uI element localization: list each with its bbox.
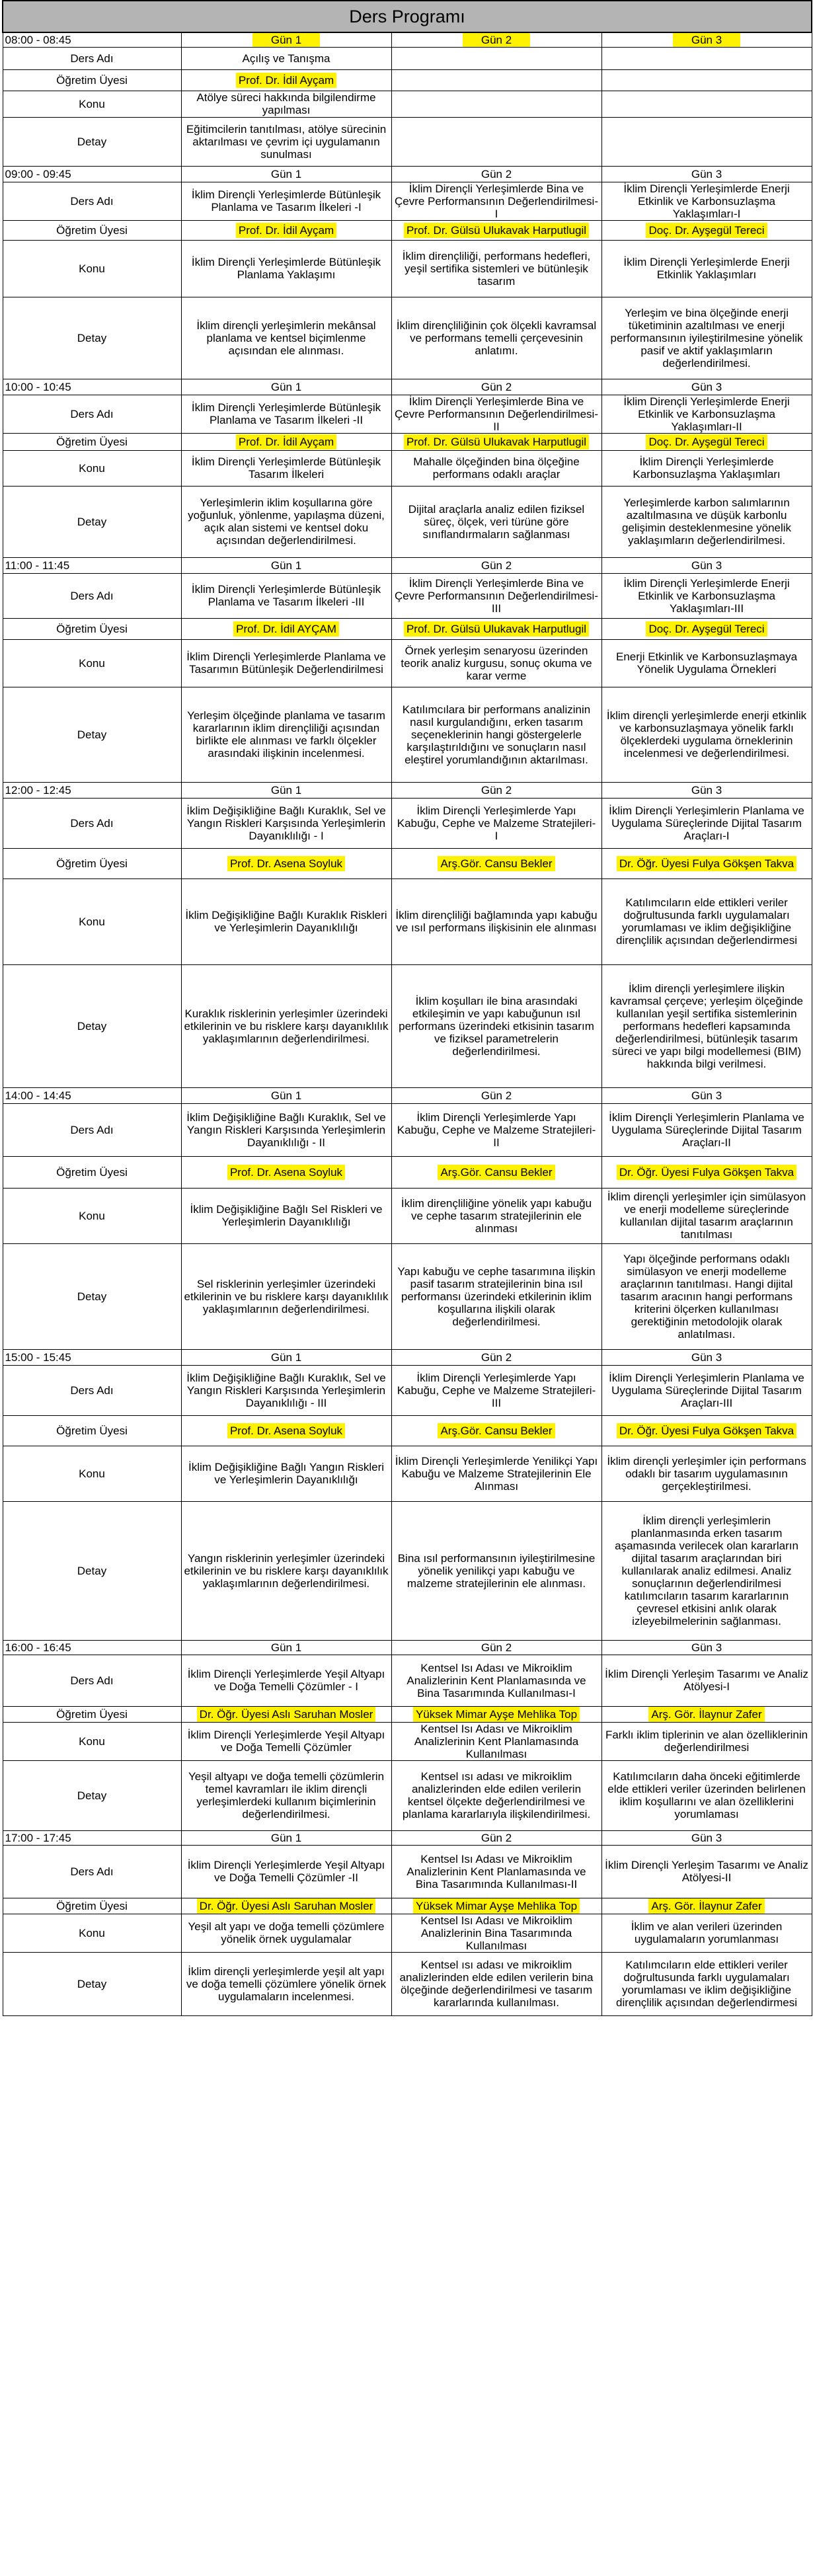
cell-course: İklim Dirençli Yerleşim Tasarımı ve Analiz Atölyesi-II [601,1845,812,1898]
instructor-name: Arş.Gör. Cansu Bekler [438,856,555,871]
cell-topic: İklim dirençliliğine yönelik yapı kabuğu ve cephe tasarım stratejilerinin ele alınması [391,1188,601,1243]
row-label-instructor: Öğretim Üyesi [3,618,181,639]
row-label-course: Ders Adı [3,1103,181,1156]
row-detail [3,486,812,557]
cell-instructor [391,1415,601,1446]
slot-time: 15:00 - 15:45 [3,1349,181,1365]
row-detail [3,964,812,1087]
day-label: Gün 1 [270,1831,302,1844]
slot-header-row [3,1830,812,1845]
cell-instructor [391,433,601,450]
cell-detail: İklim dirençli yerleşimlerde enerji etkinlik ve karbonsuzlaşmaya yönelik farklı ölçeklerdeki uygulama örneklerinin incelenmesi ve değerlendirilmesi. [601,687,812,782]
cell-course: İklim Dirençli Yerleşimlerde Bütünleşik Planlama ve Tasarım İlkeleri -III [181,573,391,618]
cell-instructor [601,69,812,91]
cell-course: İklim Dirençli Yerleşimlerin Planlama ve Uygulama Süreçlerinde Dijital Tasarım Araçları-I [601,798,812,848]
cell-instructor [601,618,812,639]
day-label: Gün 2 [481,1831,512,1844]
row-label-detail: Detay [3,964,181,1087]
cell-topic: İklim Dirençli Yerleşimlerde Karbonsuzlaşma Yaklaşımları [601,450,812,486]
row-label-detail: Detay [3,297,181,379]
row-label-course: Ders Adı [3,1845,181,1898]
row-detail [3,1952,812,2015]
cell-topic: Farklı iklim tiplerinin ve alan özelliklerinin değerlendirilmesi [601,1722,812,1760]
cell-topic: İklim Dirençli Yerleşimlerde Bütünleşik Tasarım İlkeleri [181,450,391,486]
cell-topic: Enerji Etkinlik ve Karbonsuzlaşmaya Yönelik Uygulama Örnekleri [601,639,812,687]
cell-course: İklim Dirençli Yerleşimlerde Yapı Kabuğu, Cephe ve Malzeme Stratejileri- III [391,1365,601,1415]
row-detail [3,1243,812,1349]
cell-instructor [601,1156,812,1188]
cell-detail [391,117,601,166]
slot-header-row [3,166,812,182]
cell-course: İklim Dirençli Yerleşimlerin Planlama ve Uygulama Süreçlerinde Dijital Tasarım Araçları-II [601,1103,812,1156]
row-topic [3,1188,812,1243]
cell-topic: İklim ve alan verileri üzerinden uygulamaların yorumlanması [601,1914,812,1952]
cell-instructor [181,1415,391,1446]
cell-instructor [181,1898,391,1914]
cell-course: İklim Değişikliğine Bağlı Kuraklık, Sel ve Yangın Riskleri Karşısında Yerleşimlerin Dayanıklılığı - I [181,798,391,848]
row-detail [3,1760,812,1830]
cell-topic [391,91,601,117]
slot-time: 12:00 - 12:45 [3,782,181,798]
day-header [181,1640,391,1655]
row-label-topic: Konu [3,240,181,297]
slot-time: 11:00 - 11:45 [3,557,181,573]
cell-topic: Kentsel Isı Adası ve Mikroiklim Analizlerinin Bina Tasarımında Kullanılması [391,1914,601,1952]
cell-course: Açılış ve Tanışma [181,47,391,69]
day-label: Gün 1 [270,1641,302,1654]
instructor-name: Prof. Dr. Asena Soyluk [227,1165,345,1180]
day-label: Gün 2 [481,380,512,393]
row-course [3,182,812,220]
cell-course: İklim Dirençli Yerleşimlerde Enerji Etkinlik ve Karbonsuzlaşma Yaklaşımları-III [601,573,812,618]
row-instructor [3,618,812,639]
slot-time: 17:00 - 17:45 [3,1830,181,1845]
row-label-topic: Konu [3,1188,181,1243]
day-label: Gün 3 [691,783,722,797]
day-header [181,379,391,395]
instructor-name: Dr. Öğr. Üyesi Fulya Gökşen Takva [617,1423,796,1438]
slot-time: 10:00 - 10:45 [3,379,181,395]
cell-topic [601,91,812,117]
cell-topic: Örnek yerleşim senaryosu üzerinden teorik analiz kurgusu, sonuç okuma ve karar verme [391,639,601,687]
cell-instructor [391,220,601,240]
day-header [181,32,391,47]
day-header [181,1087,391,1103]
cell-detail: Katılımcıların daha önceki eğitimlerde elde ettikleri veriler üzerinden belirlenen iklim koşullarını ve alan özelliklerini yorumlaması [601,1760,812,1830]
instructor-name: Prof. Dr. Gülsü Ulukavak Harputlugil [404,223,589,238]
day-label: Gün 2 [481,1350,512,1364]
cell-instructor [391,69,601,91]
row-topic [3,1446,812,1501]
cell-detail: İklim dirençli yerleşimlerin planlanmasında erken tasarım aşamasında verilecek olan kararların dijital tasarım araçlarından biri kullanılarak analiz edilmesi. Analiz sonuçlarının değerlendirilmesi katılımcıların tasarım kararlarının çevresel etkisini anlık olarak izleyebilmelerinin sağlanması. [601,1501,812,1640]
day-header [181,1830,391,1845]
instructor-name: Yüksek Mimar Ayşe Mehlika Top [413,1707,580,1722]
instructor-name: Prof. Dr. Gülsü Ulukavak Harputlugil [404,434,589,449]
day-header [391,1087,601,1103]
cell-course: İklim Değişikliğine Bağlı Kuraklık, Sel ve Yangın Riskleri Karşısında Yerleşimlerin Dayanıklılığı - III [181,1365,391,1415]
cell-course: İklim Değişikliğine Bağlı Kuraklık, Sel ve Yangın Riskleri Karşısında Yerleşimlerin Dayanıklılığı - II [181,1103,391,1156]
row-course [3,1103,812,1156]
cell-instructor [181,220,391,240]
day-label: Gün 3 [691,380,722,393]
instructor-name: Doç. Dr. Ayşegül Tereci [646,621,767,637]
cell-topic: İklim dirençli yerleşimler için simülasyon ve enerji modelleme süreçlerinde kullanılan dijital tasarım araçlarının tanıtılması [601,1188,812,1243]
day-header [601,1349,812,1365]
day-label: Gün 3 [691,1350,722,1364]
row-instructor [3,1156,812,1188]
cell-topic: Kentsel Isı Adası ve Mikroiklim Analizlerinin Kent Planlamasında Kullanılması [391,1722,601,1760]
instructor-name: Dr. Öğr. Üyesi Aslı Saruhan Mosler [197,1898,376,1914]
row-label-topic: Konu [3,450,181,486]
day-label: Gün 2 [481,1641,512,1654]
row-topic [3,878,812,964]
row-label-topic: Konu [3,1914,181,1952]
row-topic [3,1914,812,1952]
day-header [601,557,812,573]
day-header [181,1349,391,1365]
day-header [391,1640,601,1655]
day-label: Gün 3 [691,167,722,180]
row-course [3,798,812,848]
instructor-name: Prof. Dr. Gülsü Ulukavak Harputlugil [404,621,589,637]
row-label-detail: Detay [3,687,181,782]
row-topic [3,91,812,117]
day-label: Gün 1 [270,1089,302,1102]
row-label-course: Ders Adı [3,1655,181,1706]
cell-detail: İklim dirençliliğinin çok ölçekli kavramsal ve performans temelli çerçevesinin anlatımı. [391,297,601,379]
day-header [601,166,812,182]
row-label-course: Ders Adı [3,1365,181,1415]
day-header [601,782,812,798]
cell-course: Kentsel Isı Adası ve Mikroiklim Analizlerinin Kent Planlamasında ve Bina Tasarımında Kullanılması-I [391,1655,601,1706]
row-label-instructor: Öğretim Üyesi [3,220,181,240]
day-label: Gün 3 [691,1831,722,1844]
day-header [391,166,601,182]
row-label-topic: Konu [3,91,181,117]
row-label-detail: Detay [3,1243,181,1349]
cell-course: İklim Dirençli Yerleşimlerde Bütünleşik Planlama ve Tasarım İlkeleri -II [181,395,391,433]
day-header [601,1087,812,1103]
row-label-course: Ders Adı [3,798,181,848]
row-label-course: Ders Adı [3,395,181,433]
cell-detail: İklim dirençli yerleşimlere ilişkin kavramsal çerçeve; yerleşim ölçeğinde kullanılan yeşil sertifika sistemlerinin performans hedefleri kapsamında değerlendirilmesi, bütünleşik tasarım süreci ve yapı bilgi modellemesi (BIM) hakkında bilgi verilmesi. [601,964,812,1087]
row-course [3,1845,812,1898]
row-detail [3,1501,812,1640]
day-label: Gün 1 [270,380,302,393]
day-header [391,379,601,395]
cell-topic: Yeşil alt yapı ve doğa temelli çözümlere yönelik örnek uygulamalar [181,1914,391,1952]
cell-course: İklim Dirençli Yerleşimlerde Yapı Kabuğu, Cephe ve Malzeme Stratejileri- II [391,1103,601,1156]
cell-instructor [601,1898,812,1914]
day-label: Gün 2 [463,33,530,47]
day-header [601,1830,812,1845]
cell-topic: İklim dirençliliği, performans hedefleri, yeşil sertifika sistemleri ve bütünleşik tasarım [391,240,601,297]
row-label-course: Ders Adı [3,573,181,618]
day-header [391,1830,601,1845]
cell-topic: İklim Dirençli Yerleşimlerde Bütünleşik Planlama Yaklaşımı [181,240,391,297]
row-detail [3,297,812,379]
day-label: Gün 1 [270,783,302,797]
row-instructor [3,1898,812,1914]
day-label: Gün 3 [691,1641,722,1654]
instructor-name: Prof. Dr. İdil Ayçam [236,434,336,449]
instructor-name: Yüksek Mimar Ayşe Mehlika Top [413,1898,580,1914]
cell-detail: İklim dirençli yerleşimlerin mekânsal planlama ve kentsel biçimlenme açısından ele alınması. [181,297,391,379]
day-header [391,32,601,47]
cell-topic: İklim Değişikliğine Bağlı Sel Riskleri ve Yerleşimlerin Dayanıklılığı [181,1188,391,1243]
row-label-course: Ders Adı [3,47,181,69]
row-label-instructor: Öğretim Üyesi [3,433,181,450]
row-course [3,1655,812,1706]
row-label-topic: Konu [3,639,181,687]
day-label: Gün 2 [481,559,512,572]
row-instructor [3,220,812,240]
row-label-instructor: Öğretim Üyesi [3,69,181,91]
day-label: Gün 3 [691,1089,722,1102]
row-course [3,573,812,618]
row-course [3,47,812,69]
day-header [601,32,812,47]
day-label: Gün 2 [481,167,512,180]
slot-time: 08:00 - 08:45 [3,32,181,47]
cell-course: İklim Dirençli Yerleşimlerde Bütünleşik Planlama ve Tasarım İlkeleri -I [181,182,391,220]
row-topic [3,639,812,687]
cell-instructor [181,1706,391,1722]
cell-topic: İklim dirençli yerleşimler için performans odaklı bir tasarım uygulamasının gerçekleştirilmesi. [601,1446,812,1501]
cell-topic: Katılımcıların elde ettikleri veriler doğrultusunda farklı uygulamaları yorumlaması ve iklim değişikliğine dirençlilik açısından değerlendirmesi [601,878,812,964]
cell-detail: Yapı ölçeğinde performans odaklı simülasyon ve enerji modelleme araçlarının tanıtılması. Hangi dijital tasarım aracının hangi performans kriterini ölçerken kullanılması gerektiğinin metodolojik olarak anlatılması. [601,1243,812,1349]
row-topic [3,1722,812,1760]
cell-course: İklim Dirençli Yerleşimlerde Yapı Kabuğu, Cephe ve Malzeme Stratejileri- I [391,798,601,848]
cell-detail: Yerleşimlerde karbon salımlarının azaltılmasına ve düşük karbonlu gelişimin desteklenmesine yönelik yaklaşımların değerlendirilmesi. [601,486,812,557]
cell-topic: İklim Dirençli Yerleşimlerde Yeşil Altyapı ve Doğa Temelli Çözümler [181,1722,391,1760]
row-detail [3,117,812,166]
cell-topic: Atölye süreci hakkında bilgilendirme yapılması [181,91,391,117]
cell-detail: Yapı kabuğu ve cephe tasarımına ilişkin pasif tasarım stratejilerinin bina ısıl performansı üzerindeki etkilerinin iklim koşullarına ilişkili olarak değerlendirilmesi. [391,1243,601,1349]
instructor-name: Prof. Dr. Asena Soyluk [227,856,345,871]
cell-instructor [391,1898,601,1914]
cell-detail: Yeşil altyapı ve doğa temelli çözümlerin temel kavramları ile iklim dirençli yerleşimlerdeki kullanım biçimlerinin değerlendirilmesi. [181,1760,391,1830]
day-label: Gün 3 [691,559,722,572]
cell-course: İklim Dirençli Yerleşimlerde Yeşil Altyapı ve Doğa Temelli Çözümler - I [181,1655,391,1706]
row-detail [3,687,812,782]
instructor-name: Dr. Öğr. Üyesi Fulya Gökşen Takva [617,856,796,871]
slot-time: 14:00 - 14:45 [3,1087,181,1103]
cell-topic: İklim Dirençli Yerleşimlerde Planlama ve Tasarımın Bütünleşik Değerlendirilmesi [181,639,391,687]
cell-course: İklim Dirençli Yerleşimlerde Enerji Etkinlik ve Karbonsuzlaşma Yaklaşımları-I [601,182,812,220]
row-label-instructor: Öğretim Üyesi [3,1706,181,1722]
cell-detail: Kentsel ısı adası ve mikroiklim analizlerinden elde edilen verilerin bina ölçeğinde değerlendirilmesi ve tasarım kararlarında kullanılması. [391,1952,601,2015]
row-label-instructor: Öğretim Üyesi [3,848,181,878]
instructor-name: Dr. Öğr. Üyesi Fulya Gökşen Takva [617,1165,796,1180]
instructor-name: Arş.Gör. Cansu Bekler [438,1165,555,1180]
day-header [391,1349,601,1365]
cell-course: İklim Dirençli Yerleşimlerin Planlama ve Uygulama Süreçlerinde Dijital Tasarım Araçları-III [601,1365,812,1415]
cell-instructor [601,433,812,450]
cell-instructor [391,848,601,878]
row-topic [3,240,812,297]
cell-detail: Dijital araçlarla analiz edilen fiziksel süreç, ölçek, veri türüne göre sınıflandırmaların sağlanması [391,486,601,557]
slot-time: 09:00 - 09:45 [3,166,181,182]
day-label: Gün 1 [252,33,320,47]
instructor-name: Arş. Gör. İlaynur Zafer [648,1707,764,1722]
row-label-detail: Detay [3,1760,181,1830]
instructor-name: Arş.Gör. Cansu Bekler [438,1423,555,1438]
cell-course: İklim Dirençli Yerleşimlerde Yeşil Altyapı ve Doğa Temelli Çözümler -II [181,1845,391,1898]
cell-detail: İklim koşulları ile bina arasındaki etkileşimin ve yapı kabuğunun ısıl performans üzerindeki etkisinin tasarım ve fiziksel parametrelerin değerlendirilmesi. [391,964,601,1087]
cell-instructor [181,618,391,639]
row-label-detail: Detay [3,1501,181,1640]
day-label: Gün 2 [481,1089,512,1102]
cell-course: İklim Dirençli Yerleşimlerde Bina ve Çevre Performansının Değerlendirilmesi- III [391,573,601,618]
cell-detail: Bina ısıl performansının iyileştirilmesine yönelik yenilikçi yapı kabuğu ve malzeme stratejilerinin ele alınması. [391,1501,601,1640]
cell-topic: İklim Değişikliğine Bağlı Kuraklık Riskleri ve Yerleşimlerin Dayanıklılığı [181,878,391,964]
day-header [181,557,391,573]
row-label-topic: Konu [3,878,181,964]
instructor-name: Prof. Dr. İdil AYÇAM [233,621,339,637]
cell-instructor [601,1415,812,1446]
row-label-course: Ders Adı [3,182,181,220]
cell-course: İklim Dirençli Yerleşimlerde Bina ve Çevre Performansının Değerlendirilmesi- II [391,395,601,433]
cell-topic: İklim dirençliliği bağlamında yapı kabuğu ve ısıl performans ilişkisinin ele alınması [391,878,601,964]
cell-detail: Katılımcıların elde ettikleri veriler doğrultusunda farklı uygulamaları yorumlaması ve iklim değişikliğine dirençlilik açısından değerlendirmesi [601,1952,812,2015]
instructor-name: Doç. Dr. Ayşegül Tereci [646,434,767,449]
day-header [601,1640,812,1655]
cell-detail: Yerleşim ölçeğinde planlama ve tasarım kararlarının iklim dirençliliği açısından birlikte ele alınması ve farklı ölçekler arasındaki ilişkinin incelenmesi. [181,687,391,782]
cell-course [391,47,601,69]
day-header [391,557,601,573]
cell-detail: Kuraklık risklerinin yerleşimler üzerindeki etkilerinin ve bu risklere karşı dayanıklılık yaklaşımlarının değerlendirilmesi. [181,964,391,1087]
cell-detail: Kentsel ısı adası ve mikroiklim analizlerinden elde edilen verilerin kentsel ölçekte değerlendirilmesi ve planlama kararlarıyla ilişkilendirilmesi. [391,1760,601,1830]
cell-instructor [391,1706,601,1722]
day-header [391,782,601,798]
slot-header-row [3,557,812,573]
cell-detail: Yangın risklerinin yerleşimler üzerindeki etkilerinin ve bu risklere karşı dayanıklılık yaklaşımlarının değerlendirilmesi. [181,1501,391,1640]
instructor-name: Prof. Dr. İdil Ayçam [236,73,336,88]
row-label-instructor: Öğretim Üyesi [3,1415,181,1446]
slot-header-row [3,32,812,47]
cell-instructor [181,848,391,878]
day-label: Gün 1 [270,167,302,180]
row-instructor [3,433,812,450]
cell-detail: Katılımcılara bir performans analizinin nasıl kurgulandığını, erken tasarım seçeneklerinin hangi göstergelerle karşılaştırıldığını ve sonuçların nasıl eleştirel yorumlandığının aktarılması. [391,687,601,782]
cell-detail: İklim dirençli yerleşimlerde yeşil alt yapı ve doğa temelli çözümlere yönelik örnek uygulamaların incelenmesi. [181,1952,391,2015]
cell-course: İklim Dirençli Yerleşim Tasarımı ve Analiz Atölyesi-I [601,1655,812,1706]
row-label-topic: Konu [3,1722,181,1760]
slot-header-row [3,1087,812,1103]
cell-instructor [181,1156,391,1188]
cell-instructor [181,433,391,450]
row-label-detail: Detay [3,486,181,557]
cell-course [601,47,812,69]
day-header [181,166,391,182]
cell-topic: İklim Dirençli Yerleşimlerde Yenilikçi Yapı Kabuğu ve Malzeme Stratejilerinin Ele Alınması [391,1446,601,1501]
cell-detail: Yerleşimlerin iklim koşullarına göre yoğunluk, yönlenme, yapılaşma düzeni, açık alan sistemi ve kentsel doku açısından değerlendirilmesi. [181,486,391,557]
cell-detail: Yerleşim ve bina ölçeğinde enerji tüketiminin azaltılması ve enerji performansının iyileştirilmesine yönelik pasif ve aktif yaklaşımların değerlendirilmesi. [601,297,812,379]
day-label: Gün 1 [270,1350,302,1364]
cell-detail [601,117,812,166]
cell-instructor [601,848,812,878]
cell-detail: Eğitimcilerin tanıtılması, atölye sürecinin aktarılması ve çevrim içi uygulamanın sunulması [181,117,391,166]
day-label: Gün 1 [270,559,302,572]
row-course [3,395,812,433]
row-label-detail: Detay [3,117,181,166]
cell-topic: İklim Değişikliğine Bağlı Yangın Riskleri ve Yerleşimlerin Dayanıklılığı [181,1446,391,1501]
cell-instructor [601,220,812,240]
day-header [601,379,812,395]
slot-header-row [3,1640,812,1655]
slot-header-row [3,379,812,395]
slot-header-row [3,1349,812,1365]
cell-course: İklim Dirençli Yerleşimlerde Bina ve Çevre Performansının Değerlendirilmesi- I [391,182,601,220]
slot-time: 16:00 - 16:45 [3,1640,181,1655]
instructor-name: Prof. Dr. İdil Ayçam [236,223,336,238]
slot-header-row [3,782,812,798]
cell-instructor [181,69,391,91]
page-title: Ders Programı [3,1,812,32]
cell-instructor [391,1156,601,1188]
day-label: Gün 3 [673,33,740,47]
row-label-instructor: Öğretim Üyesi [3,1898,181,1914]
cell-topic: Mahalle ölçeğinden bina ölçeğine performans odaklı araçlar [391,450,601,486]
row-instructor [3,69,812,91]
row-topic [3,450,812,486]
instructor-name: Dr. Öğr. Üyesi Aslı Saruhan Mosler [197,1707,376,1722]
cell-detail: Sel risklerinin yerleşimler üzerindeki etkilerinin ve bu risklere karşı dayanıklılık yaklaşımlarının değerlendirilmesi. [181,1243,391,1349]
instructor-name: Arş. Gör. İlaynur Zafer [648,1898,764,1914]
cell-instructor [391,618,601,639]
cell-topic: İklim Dirençli Yerleşimlerde Enerji Etkinlik Yaklaşımları [601,240,812,297]
cell-instructor [601,1706,812,1722]
instructor-name: Doç. Dr. Ayşegül Tereci [646,223,767,238]
schedule-table [2,0,812,2016]
cell-course: İklim Dirençli Yerleşimlerde Enerji Etkinlik ve Karbonsuzlaşma Yaklaşımları-II [601,395,812,433]
row-instructor [3,1415,812,1446]
row-label-instructor: Öğretim Üyesi [3,1156,181,1188]
row-course [3,1365,812,1415]
cell-course: Kentsel Isı Adası ve Mikroiklim Analizlerinin Kent Planlamasında ve Bina Tasarımında Kullanılması-II [391,1845,601,1898]
title-row [3,1,812,32]
row-label-topic: Konu [3,1446,181,1501]
row-label-detail: Detay [3,1952,181,2015]
instructor-name: Prof. Dr. Asena Soyluk [227,1423,345,1438]
row-instructor [3,848,812,878]
day-label: Gün 2 [481,783,512,797]
row-instructor [3,1706,812,1722]
day-header [181,782,391,798]
